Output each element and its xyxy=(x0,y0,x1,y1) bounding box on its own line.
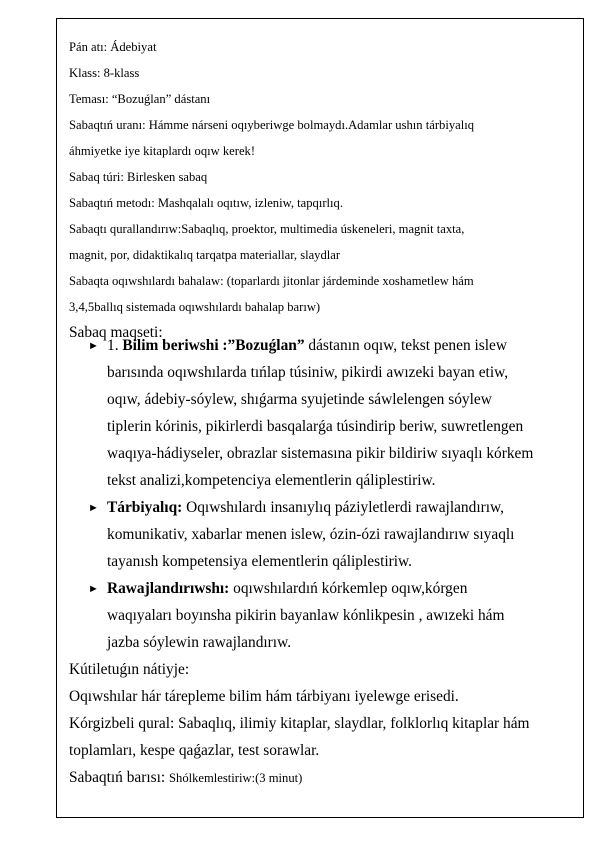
lesson-type-line: Sabaq túri: Birlesken sabaq xyxy=(69,170,208,184)
motto-line-2: áhmiyetke iye kitaplardı oqıw kerek! xyxy=(69,144,256,158)
goal-3-line: waqıyaları boyınsha pikirin bayanlaw kónlikpesin , awızeki hám xyxy=(107,607,505,624)
goal-2-first-line xyxy=(107,499,504,517)
goal-text: oqıwshılardıń kórkemlep oqıw,kórgen xyxy=(229,580,468,597)
goal-title: Tárbiyalıq: xyxy=(107,499,183,516)
assessment-line-2: 3,4,5ballıq sistemada oqıwshılardı bahalap barıw) xyxy=(69,300,321,314)
goal-2-line: komunikativ, xabarlar menen islew, ózin-ózi rawajlandırıw sıyaqlı xyxy=(107,526,515,543)
lesson-progress-line xyxy=(69,769,302,787)
class-line: Klass: 8-klass xyxy=(69,66,140,80)
goal-text: Oqıwshılardı insanıylıq páziyletlerdi rawajlandırıw, xyxy=(182,499,504,516)
lesson-progress-label: Sabaqtıń barısı: xyxy=(69,769,170,786)
equipment-line-2: magnit, por, didaktikalıq tarqatpa materiallar, slaydlar xyxy=(69,248,341,262)
lesson-progress-value: Shólkemlestiriw:(3 minut) xyxy=(169,771,303,785)
theme-line: Teması: “Bozuǵlan” dástanı xyxy=(69,92,211,106)
goal-title: Rawajlandırıwshı: xyxy=(107,580,230,597)
outcome-text: Oqıwshılar hár tárepleme bilim hám tárbiyanı iyelewge erisedi. xyxy=(69,688,459,705)
goal-1-line: waqıya-hádiyseler, obrazlar sistemasına pikir bildiriw sıyaqlı kórkem xyxy=(107,445,534,462)
bullet-arrow-icon: ► xyxy=(88,502,99,514)
goals-heading: Sabaq maqseti: xyxy=(69,324,163,341)
visual-aids-line-2: toplamları, kespe qaǵazlar, test sorawlar. xyxy=(69,742,320,759)
goal-2-line: tayanısh kompetensiya elementlerin qáliplestiriw. xyxy=(107,553,413,570)
goal-1-line: tiplerin kórinis, pikirlerdi basqalarǵa túsindirip beriw, suwretlengen xyxy=(107,418,524,435)
equipment-line-1: Sabaqtı qurallandırıw:Sabaqlıq, proektor, multimedia úskeneleri, magnit taxta, xyxy=(69,222,465,236)
motto-line-1: Sabaqtıń uranı: Hámme nárseni oqıyberiwge bolmaydı.Adamlar ushın tárbiyalıq xyxy=(69,118,474,132)
method-line: Sabaqtıń metodı: Mashqalalı oqıtıw, izleniw, tapqırlıq. xyxy=(69,196,343,210)
goal-title: Bilim beriwshi :”Bozuǵlan” xyxy=(122,337,305,354)
subject-line: Pán atı: Ádebiyat xyxy=(69,40,157,54)
bullet-arrow-icon: ► xyxy=(88,340,99,352)
goal-prefix: 1. xyxy=(107,337,123,354)
goal-text: dástanın oqıw, tekst penen islew xyxy=(304,337,507,354)
goal-1-line: oqıw, ádebiy-sóylew, shıǵarma syujetinde sáwlelengen sóylew xyxy=(107,391,492,408)
bullet-arrow-icon: ► xyxy=(88,583,99,595)
goal-3-first-line xyxy=(107,580,467,598)
visual-aids-line-1: Kórgizbeli qural: Sabaqlıq, ilimiy kitaplar, slaydlar, folklorlıq kitaplar hám xyxy=(69,715,530,732)
goal-1-line: tekst analizi,kompetenciya elementlerin qáliplestiriw. xyxy=(107,472,436,489)
assessment-line-1: Sabaqta oqıwshılardı bahalaw: (toparlardı jitonlar járdeminde xoshametlew hám xyxy=(69,274,474,288)
goal-1-line: barısında oqıwshılarda tıńlap túsiniw, pikirdi awızeki bayan etiw, xyxy=(107,364,509,381)
goal-3-line: jazba sóylewin rawajlandırıw. xyxy=(107,634,292,651)
outcome-heading: Kútiletuǵın nátiyje: xyxy=(69,661,190,678)
goal-1-first-line xyxy=(107,337,507,355)
